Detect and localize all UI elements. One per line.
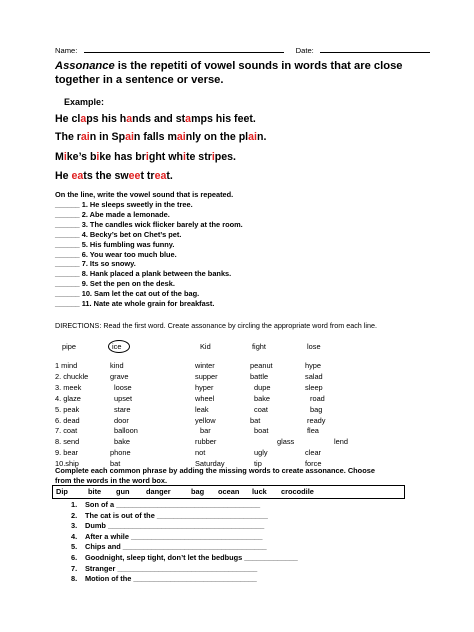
sentence-text: ke has br <box>99 151 146 163</box>
vowel-item: ______ 3. The candles wick flicker barely at the room. <box>55 219 243 229</box>
word-box-word: Dip <box>56 487 68 496</box>
grid-choice-word[interactable]: not <box>195 448 206 458</box>
highlighted-vowel: i <box>145 151 149 163</box>
grid-choice-word[interactable]: force <box>305 459 322 469</box>
grid-choice-word[interactable]: grave <box>110 371 129 381</box>
grid-choice-word[interactable]: upset <box>114 393 133 403</box>
phrase-item: After a while ________________________________ <box>85 531 263 541</box>
grid-choice-word[interactable]: wheel <box>195 393 215 403</box>
grid-header-word: ice <box>112 342 122 351</box>
phrase-item: Son of a ___________________________________ <box>85 500 261 509</box>
highlighted-vowel: i <box>211 151 215 163</box>
grid-choice-word[interactable]: loose <box>114 382 132 392</box>
word-box-word: ocean <box>218 487 240 496</box>
header-row <box>55 46 430 55</box>
grid-choice-word[interactable]: ready <box>307 415 326 425</box>
sentence-text: nds and st <box>132 113 186 125</box>
grid-prompt-word: 6. dead <box>55 415 80 425</box>
vowel-item: ______ 4. Becky’s bet on Chet’s pet. <box>55 229 182 239</box>
grid-choice-word[interactable]: bag <box>310 404 323 414</box>
grid-choice-word[interactable]: battle <box>250 371 269 381</box>
sentence-text: n falls m <box>133 131 177 143</box>
sentence-text: pes. <box>214 151 236 163</box>
grid-choice-word[interactable]: hyper <box>195 382 214 392</box>
date-field[interactable] <box>320 52 430 53</box>
definition-text-1: is the repetiti of vowel sounds in words that are close <box>114 60 403 72</box>
name-field[interactable] <box>84 52 284 53</box>
grid-choice-word[interactable]: sleep <box>305 382 323 392</box>
vowel-item: ______ 5. His fumbling was funny. <box>55 239 175 249</box>
phrase-number: 3. <box>71 521 78 531</box>
example-sentence-1 <box>55 113 256 125</box>
highlighted-vowel: ai <box>125 131 134 143</box>
circle-mark <box>108 340 130 353</box>
grid-choice-word[interactable]: kind <box>110 361 124 370</box>
grid-choice-word[interactable]: ugly <box>254 448 268 458</box>
part2-directions: DIRECTIONS: Read the first word. Create assonance by circling the appropriate word from each line. <box>55 321 377 330</box>
phrase-item: Motion of the ______________________________ <box>85 574 257 584</box>
word-box-word: gun <box>116 487 130 496</box>
word-box-word: bite <box>88 487 102 496</box>
grid-choice-word[interactable]: glass <box>277 437 295 447</box>
grid-header-word: pipe <box>62 342 76 351</box>
sentence-text: ps his h <box>86 113 127 125</box>
sentence-text: He cl <box>55 113 81 125</box>
grid-choice-word[interactable]: Saturday <box>195 459 225 469</box>
grid-choice-word[interactable]: coat <box>254 404 268 414</box>
sentence-text: He <box>55 170 72 182</box>
highlighted-vowel: a <box>185 113 192 125</box>
grid-prompt-word: 3. meek <box>55 382 82 392</box>
grid-prompt-word: 9. bear <box>55 448 79 458</box>
name-label: Name: <box>55 46 78 55</box>
vowel-item: ______ 7. Its so snowy. <box>55 259 136 269</box>
assonance-term: Assonance <box>55 60 115 72</box>
grid-choice-word[interactable]: salad <box>305 371 323 381</box>
word-box-word: luck <box>252 487 267 496</box>
grid-choice-word[interactable]: bake <box>114 437 131 447</box>
word-box-word: crocodile <box>281 487 314 496</box>
phrase-item: Chips and ___________________________________ <box>85 542 267 552</box>
highlighted-vowel: ea <box>71 170 84 182</box>
part3-instruction-1: Complete each common phrase by adding the missing words to create assonance. Choose <box>55 466 375 475</box>
date-label: Date: <box>295 46 314 55</box>
grid-choice-word[interactable]: rubber <box>195 437 217 447</box>
grid-header-word: Kid <box>200 342 211 351</box>
sentence-text: The r <box>55 131 81 143</box>
grid-choice-word[interactable]: balloon <box>114 426 138 436</box>
grid-prompt-word: 4. glaze <box>55 393 81 403</box>
grid-choice-word[interactable]: bar <box>200 426 211 436</box>
grid-choice-word[interactable]: leak <box>195 404 209 414</box>
part3-instruction-2: from the words in the word box. <box>55 476 168 485</box>
grid-choice-word[interactable]: phone <box>110 448 131 458</box>
example-label: Example: <box>64 97 105 107</box>
sentence-text: n in Sp <box>89 131 126 143</box>
part1-instruction: On the line, write the vowel sound that is repeated. <box>55 190 234 199</box>
highlighted-vowel: a <box>126 113 133 125</box>
highlighted-vowel: ai <box>80 131 90 143</box>
grid-choice-word[interactable]: bat <box>110 459 121 469</box>
phrase-item: Dumb ______________________________________ <box>85 521 265 531</box>
sentence-text: n. <box>256 131 267 143</box>
definition-line-2: together in a sentence or verse. <box>55 74 224 86</box>
highlighted-vowel: ai <box>248 131 257 143</box>
phrase-item: Goodnight, sleep tight, don’t let the bedbugs _____________ <box>85 553 298 562</box>
phrase-number: 5. <box>71 542 78 552</box>
grid-choice-word[interactable]: peanut <box>250 361 273 370</box>
grid-choice-word[interactable]: road <box>310 393 325 403</box>
highlighted-vowel: i <box>96 151 100 163</box>
phrase-number: 6. <box>71 553 78 562</box>
grid-choice-word[interactable]: dupe <box>254 382 271 392</box>
highlighted-vowel: ai <box>176 131 186 143</box>
vowel-item: ______ 10. Sam let the cat out of the bag. <box>55 289 200 299</box>
highlighted-vowel: i <box>63 151 67 163</box>
phrase-number: 7. <box>71 563 78 573</box>
grid-prompt-word: 1 mind <box>55 361 78 370</box>
sentence-text: t tr <box>140 170 155 182</box>
phrase-number: 4. <box>71 531 78 541</box>
grid-choice-word[interactable]: stare <box>114 404 131 414</box>
highlighted-vowel: ea <box>154 170 167 182</box>
grid-choice-word[interactable]: clear <box>305 448 322 458</box>
grid-choice-word[interactable]: door <box>114 415 129 425</box>
word-box-word: bag <box>191 487 205 496</box>
word-box-word: danger <box>146 487 171 496</box>
grid-choice-word[interactable]: winter <box>195 361 215 370</box>
example-sentence-4 <box>55 170 173 182</box>
grid-choice-word[interactable]: flea <box>307 426 319 436</box>
grid-header-word: fight <box>252 342 266 351</box>
phrase-number: 8. <box>71 574 78 584</box>
grid-prompt-word: 5. peak <box>55 404 80 414</box>
phrase-item: The cat is out of the ___________________________ <box>85 510 268 520</box>
grid-choice-word[interactable]: yellow <box>195 415 216 425</box>
phrase-item: Stranger __________________________________ <box>85 563 258 573</box>
grid-prompt-word: 8. send <box>55 437 80 447</box>
definition-line-1 <box>55 60 403 72</box>
grid-choice-word[interactable]: bat <box>250 415 261 425</box>
grid-choice-word[interactable]: lend <box>334 437 348 447</box>
vowel-item: ______ 8. Hank placed a plank between the banks. <box>55 269 232 279</box>
highlighted-vowel: a <box>80 113 87 125</box>
sentence-text: ke’s b <box>66 151 97 163</box>
sentence-text: te str <box>185 151 212 163</box>
phrase-number: 2. <box>71 510 78 520</box>
highlighted-vowel: ee <box>128 170 141 182</box>
sentence-text: mps his feet. <box>191 113 256 125</box>
vowel-item: ______ 11. Nate ate whole grain for breakfast. <box>55 299 215 308</box>
example-sentence-3 <box>55 151 236 163</box>
grid-prompt-word: 2. chuckle <box>55 371 89 381</box>
highlighted-vowel: i <box>182 151 186 163</box>
sentence-text: t. <box>166 170 173 182</box>
vowel-item: ______ 9. Set the pen on the desk. <box>55 279 175 289</box>
grid-choice-word[interactable]: hype <box>305 361 322 370</box>
grid-header-word: lose <box>307 342 321 351</box>
sentence-text: ght wh <box>148 151 183 163</box>
phrase-number: 1. <box>71 500 78 509</box>
sentence-text: nly on the pl <box>185 131 249 143</box>
vowel-item: ______ 6. You wear too much blue. <box>55 249 177 259</box>
sentence-text: M <box>55 151 64 163</box>
vowel-item: ______ 1. He sleeps sweetly in the tree. <box>55 200 193 209</box>
grid-prompt-word: 10.ship <box>55 459 79 469</box>
grid-prompt-word: 7. coat <box>55 426 78 436</box>
vowel-item: ______ 2. Abe made a lemonade. <box>55 209 170 219</box>
example-sentence-2 <box>55 131 266 143</box>
grid-choice-word[interactable]: tip <box>254 459 262 469</box>
grid-choice-word[interactable]: boat <box>254 426 269 436</box>
grid-choice-word[interactable]: bake <box>254 393 271 403</box>
sentence-text: ts the sw <box>83 170 129 182</box>
grid-choice-word[interactable]: supper <box>195 371 218 381</box>
